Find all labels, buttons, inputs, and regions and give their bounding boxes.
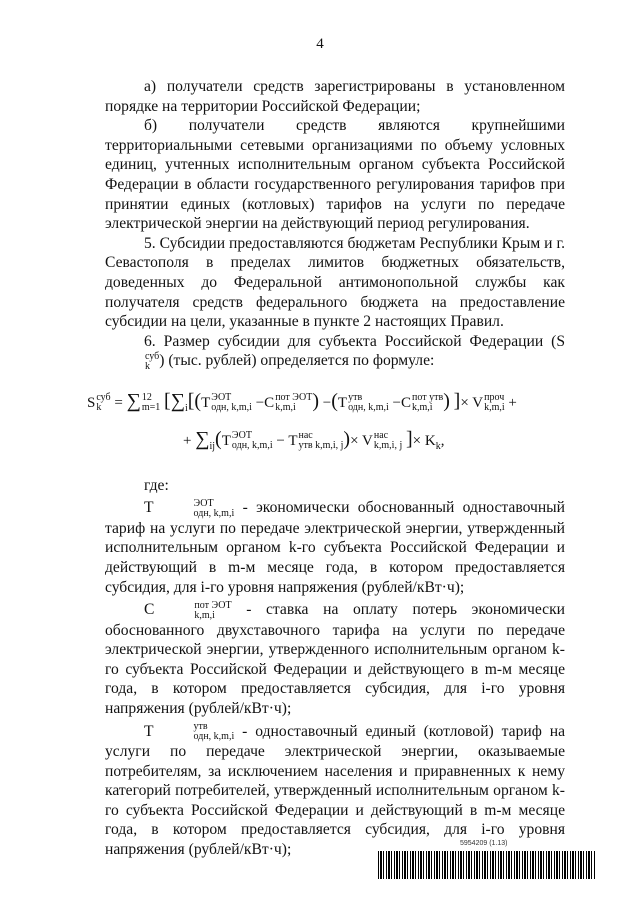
paragraph-6 (105, 332, 565, 372)
paragraph-a: а) получатели средств зарегистрированы в установленном порядке на территории Российской Федерации; (105, 78, 565, 115)
paragraph-5: 5. Субсидии предоставляются бюджетам Республики Крым и г. Севастополя в пределах лимитов бюджетных обязательств, доведенных до Федеральной антимонопольной службы как получателя средств федерального бюджета на предоставление субсидии на цели, указанные в пункте 2 настоящих Правил. (105, 234, 565, 331)
definition-first-line: - экономически обоснованный одноставочный тариф (105, 499, 565, 537)
where-label: где: (144, 476, 169, 494)
formula-line-1: S суб k = ∑ 12 m=1 [$\sum_i[(T$ ЭОТ одн, k,m,i −C пот ЭОТ k,m,i ) −(T утв одн, k,m,i −C пот утв k,m,i ) ]× V проч k,m,i + (87, 389, 517, 414)
definition-2 (105, 600, 565, 718)
barcode (378, 851, 596, 879)
definition-first-line: - одноставочный единый (котловой) тариф на услуги (105, 722, 565, 760)
definitions-list (105, 498, 565, 859)
definition-text: по передаче электрической энергии, оказываемые потребителям, за исключением населения и приравненных к нему категорий потребителей, утвержденный исполнительным органом k-го субъекта Российской Федерации и действующий в m-м месяце года, в котором предоставляется субсидия, для i-го уровня напряжения (рублей/кВт·ч); (105, 742, 566, 858)
formula-line-2: + $\sum_{ij}(T$ ЭОТ одн, k,m,i − T нас утв k,m,i, j )× V нас k,m,i, j ]× $K_k$, (183, 427, 445, 452)
definition-1 (105, 498, 565, 597)
definition-symbol: T ЭОТ одн, k,m,i (144, 497, 235, 519)
paragraph-b: б) получатели средств являются крупнейшими территориальными сетевыми организациями по объему условных единиц, учтенных исполнительным органом субъекта Российской Федерации в области государственного регулирования тарифов при принятии единых (котловых) тарифов на услуги по передаче электрической энергии на действующий период регулирования. (105, 117, 565, 233)
definition-first-line: - ставка на оплату потерь экономически обоснованного (105, 601, 565, 639)
definition-symbol: C пот ЭОТ k,m,i (144, 599, 232, 621)
page-number: 4 (316, 36, 324, 52)
definition-text: двухставочного тарифа на услуги по передаче электрической энергии, утвержденного исполнительным органом k-го субъекта Российской Федерации и действующего в m-м месяце года, в котором предоставляется субсидия, для i-го уровня напряжения (рублей/кВт·ч); (105, 621, 566, 717)
paragraph-6-start: 6. Размер субсидии для субъекта Российской Федерации ( (144, 332, 557, 350)
paragraph-6-end: ) (тыс. рублей) определяется по формуле: (159, 352, 435, 370)
subsidy-symbol: S суб k (145, 332, 565, 372)
document-body (87, 77, 566, 860)
definition-3 (105, 722, 565, 860)
subsidy-formula (87, 382, 565, 468)
definition-text: на услуги по передаче электрической энергии, утвержденный исполнительным органом k-го субъекта Российской Федерации и действующий в m-м месяце года, в котором предоставляется субсидия, для i-го уровня напряжения (рублей/кВт·ч); (105, 519, 565, 596)
barcode-number: 5954209 (1.13) (460, 840, 508, 847)
definition-symbol: T утв одн, k,m,i (144, 720, 235, 742)
